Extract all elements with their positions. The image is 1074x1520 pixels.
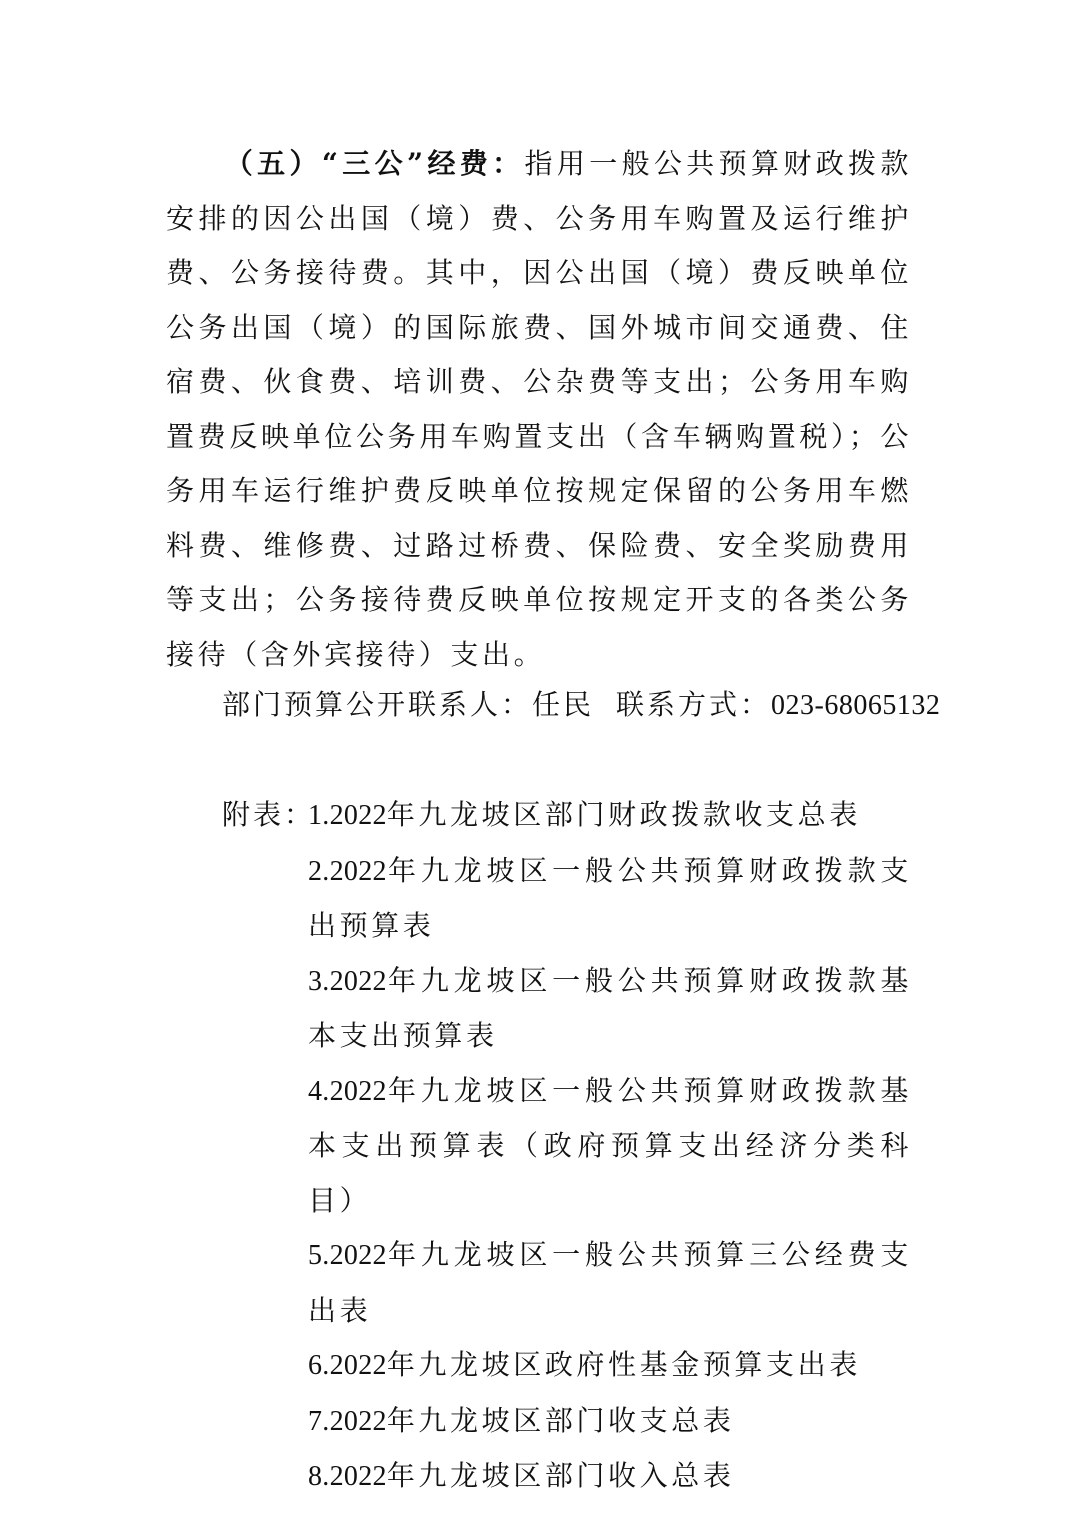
contact-line — [222, 678, 941, 734]
attachment-number: 2.2022 — [308, 855, 387, 887]
attachment-title: 年九龙坡区一般公共预算财政拨款基本支出预算表 — [308, 963, 912, 1052]
attachment-title: 年九龙坡区一般公共预算三公经费支出表 — [308, 1238, 912, 1327]
attachment-item — [308, 954, 912, 1064]
attachment-number: 3.2022 — [308, 965, 387, 997]
attachment-item — [308, 844, 912, 954]
contact-phone-label: 联系方式： — [616, 688, 772, 721]
section-heading: （五）“三公”经费： — [224, 147, 525, 180]
attachments-label: 附表： — [222, 798, 316, 831]
attachment-item — [308, 1064, 912, 1229]
section-body: 指用一般公共预算财政拨款安排的因公出国（境）费、公务用车购置及运行维护费、公务接待费。其中，因公出国（境）费反映单位公务出国（境）的国际旅费、国外城市间交通费、住宿费、伙食费、培训费、公杂费等支出；公务用车购置费反映单位公务用车购置支出（含车辆购置税）；公务用车运行维护费反映单位按规定保留的公务用车燃料费、维修费、过路过桥费、保险费、安全奖励费用等支出；公务接待费反映单位按规定开支的各类公务接待（含外宾接待）支出。 — [166, 147, 913, 671]
attachment-number: 5.2022 — [308, 1240, 387, 1271]
attachment-title: 年九龙坡区部门收支总表 — [386, 1403, 735, 1437]
contact-person-label: 部门预算公开联系人： — [222, 688, 533, 721]
attachment-number: 4.2022 — [308, 1075, 387, 1107]
attachment-title: 年九龙坡区部门收入总表 — [386, 1459, 735, 1492]
section-paragraph — [166, 137, 912, 682]
attachment-item — [308, 1228, 912, 1338]
attachment-number: 6.2022 — [308, 1350, 387, 1381]
attachment-item — [308, 1338, 912, 1394]
attachment-title: 年九龙坡区部门财政拨款收支总表 — [386, 798, 861, 831]
attachment-item — [308, 788, 912, 844]
attachment-item — [308, 1449, 912, 1505]
contact-person-name: 任民 — [532, 688, 595, 721]
attachments-list — [308, 788, 912, 1505]
contact-phone-number: 023-68065132 — [771, 690, 941, 721]
attachment-title: 年九龙坡区政府性基金预算支出表 — [386, 1348, 861, 1381]
attachment-number: 8.2022 — [308, 1461, 387, 1492]
attachment-title: 年九龙坡区一般公共预算财政拨款支出预算表 — [308, 853, 912, 942]
attachment-item — [308, 1394, 912, 1450]
attachment-title: 年九龙坡区一般公共预算财政拨款基本支出预算表（政府预算支出经济分类科目） — [308, 1073, 912, 1217]
attachment-number: 7.2022 — [308, 1405, 387, 1437]
attachment-number: 1.2022 — [308, 800, 387, 831]
